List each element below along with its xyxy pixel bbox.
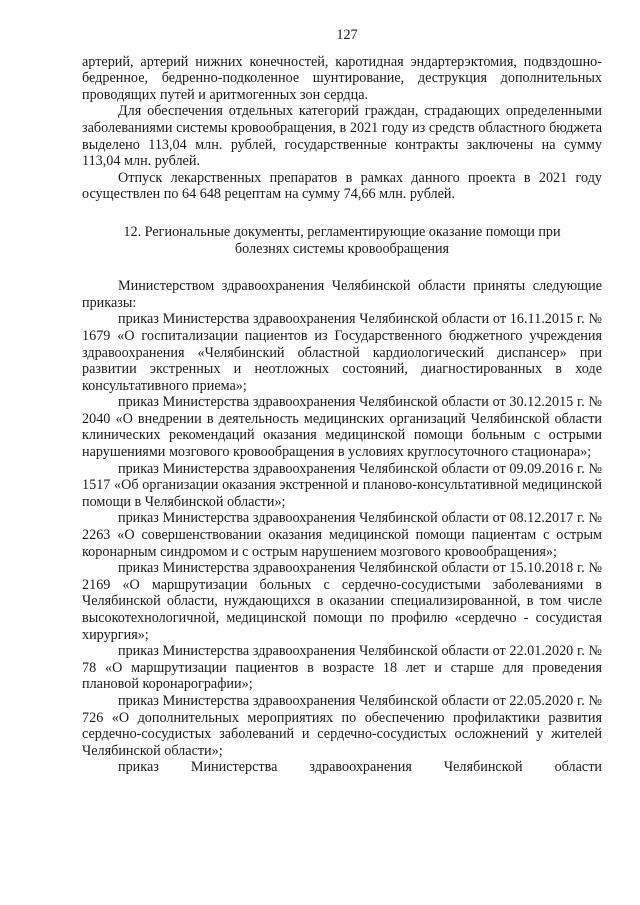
order-item: приказ Министерства здравоохранения Челябинской области от 22.05.2020 г. № 726 «О дополнительных мероприятиях по обеспечению профилактики развития сердечно-сосудистых заболеваний и сердечно-сосудистых осложнений у жителей Челябинской области»; (82, 692, 602, 759)
section-heading (82, 224, 602, 257)
section-heading-line-2: болезнях системы кровообращения (234, 240, 450, 257)
intro-paragraph-3: Отпуск лекарственных препаратов в рамках данного проекта в 2021 году осуществлен по 64 648 рецептам на сумму 74,66 млн. рублей. (82, 169, 602, 203)
order-item: приказ Министерства здравоохранения Челябинской области от 22.01.2020 г. № 78 «О маршрутизации пациентов в возрасте 18 лет и старше для проведения плановой коронарографии»; (82, 643, 602, 693)
order-item: приказ Министерства здравоохранения Челябинской области от 30.12.2015 г. № 2040 «О внедрении в деятельность медицинских организаций Челябинской области клинических рекомендаций оказания медицинской помощи больным с острыми нарушениями мозгового кровообращения в условиях круглосуточного стационара»; (82, 394, 602, 461)
order-item: приказ Министерства здравоохранения Челябинской области от 09.09.2016 г. № 1517 «Об организации оказания экстренной и планово-консультативной медицинской помощи в Челябинской области»; (82, 460, 602, 510)
intro-paragraph-1: артерий, артерий нижних конечностей, каротидная эндартерэктомия, подвздошно-бедренное, бедренно-подколенное шунтирование, деструкция дополнительных проводящих путей и аритмогенных зон сердца. (82, 53, 602, 103)
page-number: 127 (336, 27, 358, 43)
section-heading-line-1: 12. Региональные документы, регламентирующие оказание помощи при (123, 223, 561, 240)
order-item: приказ Министерства здравоохранения Челябинской области от 16.11.2015 г. № 1679 «О госпитализации пациентов из Государственного бюджетного учреждения здравоохранения «Челябинский областной кардиологический диспансер» при развитии экстренных и неотложных состояний, диагностированных в ходе консультативного приема»; (82, 311, 602, 394)
order-item: приказ Министерства здравоохранения Челябинской области от 15.10.2018 г. № 2169 «О маршрутизации больных с сердечно-сосудистыми заболеваниями в Челябинской области, нуждающихся в оказании специализированной, в том числе высокотехнологичной, медицинской помощи по профилю «сердечно - сосудистая хирургия»; (82, 560, 602, 643)
order-item-partial: приказ Министерства здравоохранения Челябинской области (118, 759, 602, 776)
order-item: приказ Министерства здравоохранения Челябинской области от 08.12.2017 г. № 2263 «О совершенствовании оказания медицинской помощи пациентам с острым коронарным синдромом и с острым нарушением мозгового кровообращения»; (82, 510, 602, 560)
intro-paragraph-2: Для обеспечения отдельных категорий граждан, страдающих определенными заболеваниями системы кровообращения, в 2021 году из средств областного бюджета выделено 113,04 млн. рублей, государственные контракты заключены на сумму 113,04 млн. рублей. (82, 103, 602, 170)
lead-paragraph: Министерством здравоохранения Челябинской области приняты следующие приказы: (82, 278, 602, 311)
